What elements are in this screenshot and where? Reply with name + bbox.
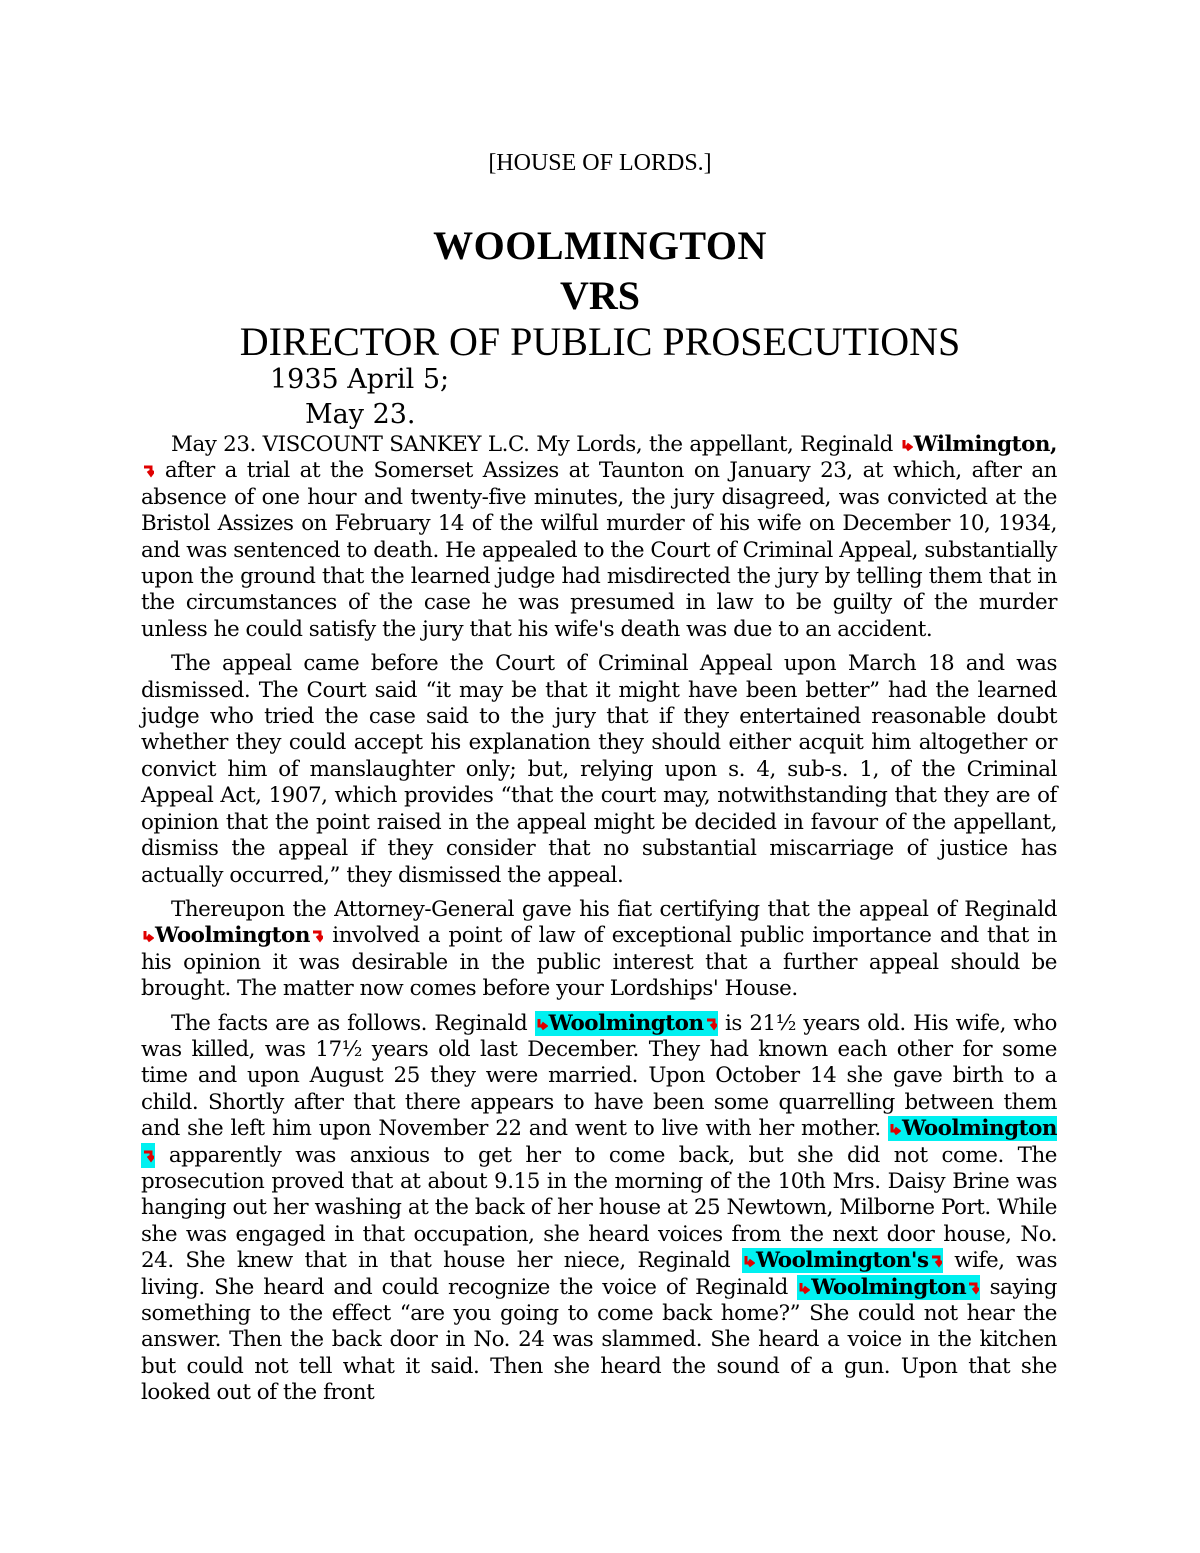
p4-text-b: is 21½ years old. His wife, who was killed, was 17½ years old last December. They had known each other for some time and upon August 25 they were married. Upon October 14 she gave birth to a child. Shortly after that there appears to have been some quarrelling between them and she left him upon November 22 and went to live with her mother.: [141, 1010, 1057, 1142]
p4-name-1: Woolmington: [548, 1010, 704, 1036]
revision-close-icon: [311, 929, 323, 943]
highlight-name-4: [797, 1275, 980, 1300]
revision-open-icon: [743, 1254, 755, 1268]
judgment-body: [141, 432, 1057, 1415]
versus-label: VRS: [559, 273, 641, 318]
p3-text-a: Thereupon the Attorney-General gave his fiat certifying that the appeal of Reginald: [171, 896, 1057, 922]
paragraph-4: [141, 1011, 1057, 1407]
revision-open-icon: [798, 1281, 810, 1295]
revision-close-icon: [705, 1017, 717, 1031]
p1-text-a: May 23. VISCOUNT SANKEY L.C. My Lords, the appellant, Reginald: [171, 432, 900, 457]
p4-text-a: The facts are as follows. Reginald: [171, 1010, 535, 1036]
p4-text-d: wife, was living. She heard and could recognize the voice of Reginald: [141, 1248, 1057, 1300]
revision-close-icon: [930, 1254, 942, 1268]
p4-name-4: Woolmington: [811, 1274, 967, 1300]
revision-open-icon: [142, 929, 154, 943]
p3-name: Woolmington: [155, 923, 310, 949]
party-respondent: DIRECTOR OF PUBLIC PROSECUTIONS: [239, 319, 961, 364]
p3-text-b: involved a point of law of exceptional public importance and that in his opinion it was desirable in the public interest that a further appeal should be brought. The matter now comes before your Lordships' House.: [141, 923, 1057, 1002]
paragraph-1: [141, 432, 1057, 643]
highlight-name-3: [742, 1248, 943, 1273]
paragraph-2: [141, 651, 1057, 889]
revision-open-icon: [889, 1122, 901, 1136]
p1-name: Wilmington,: [913, 432, 1057, 457]
revision-close-icon: [142, 464, 154, 478]
p4-name-3: Woolmington's: [755, 1248, 929, 1274]
revision-open-icon: [901, 438, 913, 452]
p4-name-2: Woolmington: [902, 1116, 1057, 1142]
paragraph-3: [141, 897, 1057, 1003]
date-line-1: 1935 April 5;: [270, 364, 450, 395]
p4-text-c: apparently was anxious to get her to come back, but she did not come. The prosecution proved that at about 9.15 in the morning of the 10th Mrs. Daisy Brine was hanging out her washing at the back of her house at 25 Newtown, Milborne Port. While she was engaged in that occupation, she heard voices from the next door house, No. 24. She knew that in that house her niece, Reginald: [141, 1142, 1057, 1274]
p2-text: The appeal came before the Court of Criminal Appeal upon March 18 and was dismissed. The Court said “it may be that it might have been better” had the learned judge who tried the case said to the jury that if they entertained reasonable doubt whether they could accept his explanation they should either acquit him altogether or convict him of manslaughter only; but, relying upon s. 4, sub-s. 1, of the Criminal Appeal Act, 1907, which provides “that the court may, notwithstanding that they are of opinion that the point raised in the appeal might be decided in favour of the appellant, dismiss the appeal if they consider that no substantial miscarriage of justice has actually occurred,” they dismissed the appeal.: [141, 651, 1057, 888]
revision-close-icon: [142, 1149, 154, 1163]
p1-text-b: after a trial at the Somerset Assizes at Taunton on January 23, at which, after an absence of one hour and twenty-five minutes, the jury disagreed, was convicted at the Bristol Assizes on February 14 of the wilful murder of his wife on December 10, 1934, and was sentenced to death. He appealed to the Court of Criminal Appeal, substantially upon the ground that the learned judge had misdirected the jury by telling them that in the circumstances of the case he was presumed in law to be guilty of the murder unless he could satisfy the jury that his wife's death was due to an accident.: [141, 458, 1058, 642]
p4-text-e: saying something to the effect “are you going to come back home?” She could not hear the answer. Then the back door in No. 24 was slammed. She heard a voice in the kitchen but could not tell what it said. Then she heard the sound of a gun. Upon that she looked out of the front: [141, 1274, 1057, 1406]
party-appellant: WOOLMINGTON: [433, 223, 767, 268]
court-heading: [HOUSE OF LORDS.]: [488, 150, 712, 176]
revision-close-icon: [967, 1281, 979, 1295]
revision-open-icon: [536, 1017, 548, 1031]
date-line-2: May 23.: [305, 399, 416, 430]
highlight-name-1: [535, 1011, 718, 1036]
